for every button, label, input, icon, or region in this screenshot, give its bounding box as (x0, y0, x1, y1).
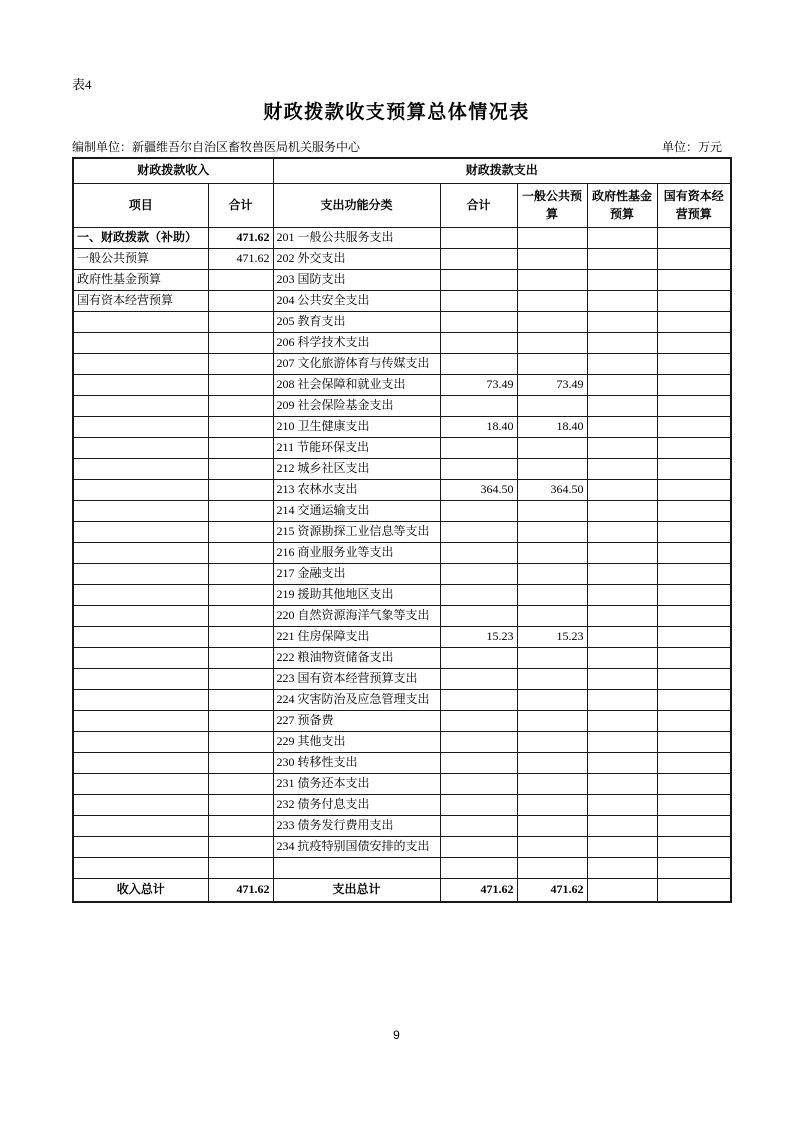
state-capital-budget-cell (657, 627, 731, 648)
general-public-budget-cell: 15.23 (517, 627, 587, 648)
income-total-cell (208, 417, 273, 438)
general-public-budget-cell (517, 501, 587, 522)
income-group-header: 财政拨款收入 (73, 158, 273, 184)
general-public-budget-cell (517, 669, 587, 690)
expenditure-total-value: 471.62 (440, 879, 517, 902)
state-capital-budget-cell (657, 354, 731, 375)
expenditure-total-cell (440, 270, 517, 291)
income-item-cell (73, 459, 208, 480)
expenditure-item-cell: 206 科学技术支出 (273, 333, 440, 354)
income-item-cell (73, 690, 208, 711)
expenditure-total-cell (440, 333, 517, 354)
table-row (73, 585, 731, 606)
government-fund-budget-cell (587, 627, 657, 648)
state-capital-budget-cell (657, 753, 731, 774)
expenditure-total-cell (440, 732, 517, 753)
state-capital-budget-cell (657, 816, 731, 837)
state-capital-budget-cell (657, 543, 731, 564)
table-row (73, 438, 731, 459)
expenditure-total-cell (440, 774, 517, 795)
expenditure-item-cell: 216 商业服务业等支出 (273, 543, 440, 564)
expenditure-total-cell (440, 396, 517, 417)
general-public-budget-cell (517, 648, 587, 669)
table-row (73, 375, 731, 396)
government-fund-budget-cell (587, 858, 657, 879)
income-item-cell (73, 543, 208, 564)
state-capital-budget-cell (657, 669, 731, 690)
income-item-cell (73, 858, 208, 879)
general-public-budget-cell: 364.50 (517, 480, 587, 501)
expenditure-item-cell: 222 粮油物资储备支出 (273, 648, 440, 669)
expenditure-total-cell (440, 837, 517, 858)
state-capital-budget-cell (657, 711, 731, 732)
income-item-cell (73, 396, 208, 417)
table-row (73, 627, 731, 648)
expenditure-group-header: 财政拨款支出 (273, 158, 731, 184)
column-header-row (73, 184, 731, 228)
expenditure-item-cell: 233 债务发行费用支出 (273, 816, 440, 837)
government-fund-budget-cell (587, 375, 657, 396)
income-item-cell (73, 438, 208, 459)
state-capital-budget-cell (657, 270, 731, 291)
expenditure-total-cell: 364.50 (440, 480, 517, 501)
general-public-budget-cell (517, 228, 587, 249)
government-fund-budget-cell (587, 354, 657, 375)
table-row (73, 606, 731, 627)
income-item-cell (73, 417, 208, 438)
expenditure-total-cell (440, 354, 517, 375)
table-row (73, 711, 731, 732)
government-fund-budget-cell (587, 564, 657, 585)
expenditure-item-cell: 221 住房保障支出 (273, 627, 440, 648)
general-public-budget-cell (517, 249, 587, 270)
general-public-budget-cell: 18.40 (517, 417, 587, 438)
income-total-cell (208, 396, 273, 417)
general-public-budget-cell (517, 459, 587, 480)
income-total-cell (208, 669, 273, 690)
table-row (73, 480, 731, 501)
government-fund-budget-cell (587, 816, 657, 837)
income-item-cell (73, 522, 208, 543)
expenditure-item-cell: 203 国防支出 (273, 270, 440, 291)
expenditure-item-cell: 224 灾害防治及应急管理支出 (273, 690, 440, 711)
state-capital-budget-cell (657, 417, 731, 438)
table-number-label: 表4 (72, 77, 92, 92)
income-total-cell (208, 585, 273, 606)
general-public-budget-cell (517, 333, 587, 354)
meta-row (72, 138, 722, 155)
general-public-budget-cell (517, 606, 587, 627)
state-capital-budget-cell (657, 606, 731, 627)
income-total-cell (208, 690, 273, 711)
government-fund-budget-cell (587, 795, 657, 816)
general-public-budget-cell (517, 816, 587, 837)
government-fund-budget-cell (587, 312, 657, 333)
expenditure-total-cell (440, 795, 517, 816)
income-item-cell (73, 333, 208, 354)
col-header-income-total: 合计 (208, 184, 273, 228)
expenditure-total-cell (440, 291, 517, 312)
expenditure-total-cell (440, 459, 517, 480)
government-fund-budget-cell (587, 774, 657, 795)
income-total-cell (208, 354, 273, 375)
budget-table (72, 157, 732, 903)
table-row (73, 732, 731, 753)
general-public-budget-cell (517, 753, 587, 774)
general-public-budget-cell (517, 711, 587, 732)
expenditure-total-cell (440, 648, 517, 669)
state-capital-budget-cell (657, 585, 731, 606)
col-header-function-class: 支出功能分类 (273, 184, 440, 228)
government-fund-budget-cell (587, 522, 657, 543)
expenditure-item-cell: 223 国有资本经营预算支出 (273, 669, 440, 690)
state-capital-budget-cell (657, 228, 731, 249)
income-item-cell (73, 816, 208, 837)
expenditure-item-cell: 210 卫生健康支出 (273, 417, 440, 438)
general-public-budget-cell (517, 291, 587, 312)
income-total-cell (208, 648, 273, 669)
state-capital-total-value (657, 879, 731, 902)
expenditure-item-cell: 212 城乡社区支出 (273, 459, 440, 480)
income-item-cell (73, 585, 208, 606)
state-capital-budget-cell (657, 396, 731, 417)
state-capital-budget-cell (657, 501, 731, 522)
expenditure-item-cell: 213 农林水支出 (273, 480, 440, 501)
table-row (73, 270, 731, 291)
income-item-cell (73, 564, 208, 585)
income-total-cell (208, 732, 273, 753)
table-row (73, 354, 731, 375)
expenditure-item-cell: 219 援助其他地区支出 (273, 585, 440, 606)
col-header-state-capital-budget: 国有资本经营预算 (657, 184, 731, 228)
state-capital-budget-cell (657, 690, 731, 711)
table-row (73, 648, 731, 669)
state-capital-budget-cell (657, 795, 731, 816)
expenditure-item-cell: 205 教育支出 (273, 312, 440, 333)
general-public-budget-cell (517, 522, 587, 543)
table-row (73, 312, 731, 333)
state-capital-budget-cell (657, 774, 731, 795)
expenditure-total-cell: 15.23 (440, 627, 517, 648)
income-item-cell: 一、财政拨款（补助） (73, 228, 208, 249)
income-total-cell (208, 795, 273, 816)
expenditure-total-cell (440, 501, 517, 522)
expenditure-item-cell: 220 自然资源海洋气象等支出 (273, 606, 440, 627)
expenditure-item-cell: 204 公共安全支出 (273, 291, 440, 312)
expenditure-total-cell (440, 753, 517, 774)
general-public-budget-cell (517, 438, 587, 459)
col-header-income-item: 项目 (73, 184, 208, 228)
income-total-cell (208, 627, 273, 648)
expenditure-total-cell (440, 606, 517, 627)
government-fund-budget-cell (587, 690, 657, 711)
col-header-expenditure-total: 合计 (440, 184, 517, 228)
government-fund-budget-cell (587, 438, 657, 459)
col-header-general-public-budget: 一般公共预算 (517, 184, 587, 228)
general-public-budget-cell (517, 354, 587, 375)
income-total-cell: 471.62 (208, 228, 273, 249)
expenditure-item-cell: 201 一般公共服务支出 (273, 228, 440, 249)
expenditure-total-cell (440, 690, 517, 711)
table-row (73, 795, 731, 816)
state-capital-budget-cell (657, 459, 731, 480)
state-capital-budget-cell (657, 249, 731, 270)
general-public-budget-cell (517, 774, 587, 795)
income-total-cell (208, 522, 273, 543)
general-public-budget-cell (517, 543, 587, 564)
income-total-cell (208, 753, 273, 774)
income-total-cell (208, 438, 273, 459)
state-capital-budget-cell (657, 732, 731, 753)
table-row (73, 501, 731, 522)
table-row (73, 417, 731, 438)
income-item-cell (73, 774, 208, 795)
government-fund-budget-cell (587, 333, 657, 354)
expenditure-total-cell: 73.49 (440, 375, 517, 396)
income-item-cell (73, 606, 208, 627)
government-fund-budget-cell (587, 249, 657, 270)
government-fund-total-value (587, 879, 657, 902)
income-total-cell (208, 564, 273, 585)
income-item-cell (73, 795, 208, 816)
table-row (73, 858, 731, 879)
income-total-cell (208, 501, 273, 522)
state-capital-budget-cell (657, 522, 731, 543)
expenditure-item-cell: 229 其他支出 (273, 732, 440, 753)
income-item-cell (73, 480, 208, 501)
income-total-cell (208, 480, 273, 501)
government-fund-budget-cell (587, 270, 657, 291)
government-fund-budget-cell (587, 753, 657, 774)
expenditure-total-cell (440, 543, 517, 564)
table-row (73, 333, 731, 354)
expenditure-item-cell: 230 转移性支出 (273, 753, 440, 774)
unit-label: 单位：万元 (661, 140, 722, 154)
income-total-cell (208, 270, 273, 291)
income-total-cell (208, 774, 273, 795)
page-number: 9 (393, 1028, 400, 1042)
government-fund-budget-cell (587, 480, 657, 501)
government-fund-budget-cell (587, 417, 657, 438)
income-total-cell (208, 375, 273, 396)
expenditure-item-cell: 211 节能环保支出 (273, 438, 440, 459)
expenditure-item-cell: 202 外交支出 (273, 249, 440, 270)
state-capital-budget-cell (657, 858, 731, 879)
income-total-cell (208, 837, 273, 858)
general-public-budget-cell (517, 795, 587, 816)
table-row (73, 459, 731, 480)
income-total-cell: 471.62 (208, 249, 273, 270)
general-public-budget-cell (517, 837, 587, 858)
expenditure-total-cell (440, 585, 517, 606)
government-fund-budget-cell (587, 606, 657, 627)
income-total-cell (208, 858, 273, 879)
government-fund-budget-cell (587, 837, 657, 858)
income-total-cell (208, 711, 273, 732)
expenditure-item-cell: 208 社会保障和就业支出 (273, 375, 440, 396)
expenditure-item-cell: 217 金融支出 (273, 564, 440, 585)
income-item-cell (73, 312, 208, 333)
income-total-cell (208, 543, 273, 564)
table-row (73, 249, 731, 270)
income-item-cell (73, 648, 208, 669)
income-total-cell (208, 333, 273, 354)
general-public-budget-cell (517, 312, 587, 333)
expenditure-total-cell (440, 522, 517, 543)
government-fund-budget-cell (587, 585, 657, 606)
income-item-cell (73, 753, 208, 774)
group-header-row (73, 158, 731, 184)
income-item-cell: 政府性基金预算 (73, 270, 208, 291)
government-fund-budget-cell (587, 396, 657, 417)
state-capital-budget-cell (657, 333, 731, 354)
expenditure-item-cell: 214 交通运输支出 (273, 501, 440, 522)
table-row (73, 291, 731, 312)
expenditure-total-cell (440, 858, 517, 879)
table-row (73, 228, 731, 249)
table-row (73, 753, 731, 774)
table-row (73, 690, 731, 711)
income-item-cell: 国有资本经营预算 (73, 291, 208, 312)
state-capital-budget-cell (657, 375, 731, 396)
government-fund-budget-cell (587, 228, 657, 249)
income-item-cell (73, 501, 208, 522)
income-total-cell (208, 291, 273, 312)
expenditure-item-cell: 234 抗疫特别国债安排的支出 (273, 837, 440, 858)
income-item-cell (73, 711, 208, 732)
government-fund-budget-cell (587, 669, 657, 690)
general-public-budget-cell (517, 858, 587, 879)
table-row (73, 669, 731, 690)
expenditure-item-cell: 207 文化旅游体育与传媒支出 (273, 354, 440, 375)
government-fund-budget-cell (587, 291, 657, 312)
income-item-cell (73, 732, 208, 753)
table-row (73, 816, 731, 837)
table-row (73, 837, 731, 858)
income-total-label: 收入总计 (73, 879, 208, 902)
state-capital-budget-cell (657, 480, 731, 501)
col-header-government-fund-budget: 政府性基金预算 (587, 184, 657, 228)
general-public-budget-cell (517, 270, 587, 291)
expenditure-item-cell: 209 社会保险基金支出 (273, 396, 440, 417)
prepared-by-label: 编制单位：新疆维吾尔自治区畜牧兽医局机关服务中心 (72, 140, 361, 154)
expenditure-item-cell: 227 预备费 (273, 711, 440, 732)
expenditure-item-cell (273, 858, 440, 879)
expenditure-total-cell (440, 438, 517, 459)
income-item-cell (73, 354, 208, 375)
income-item-cell (73, 627, 208, 648)
expenditure-total-cell (440, 249, 517, 270)
income-total-cell (208, 606, 273, 627)
general-public-budget-cell (517, 396, 587, 417)
page-title: 财政拨款收支预算总体情况表 (263, 102, 530, 123)
income-total-value: 471.62 (208, 879, 273, 902)
general-public-budget-cell (517, 690, 587, 711)
general-public-budget-cell (517, 564, 587, 585)
income-item-cell: 一般公共预算 (73, 249, 208, 270)
general-public-total-value: 471.62 (517, 879, 587, 902)
general-public-budget-cell (517, 732, 587, 753)
expenditure-total-cell (440, 564, 517, 585)
state-capital-budget-cell (657, 837, 731, 858)
expenditure-total-cell (440, 711, 517, 732)
income-total-cell (208, 312, 273, 333)
government-fund-budget-cell (587, 732, 657, 753)
income-item-cell (73, 669, 208, 690)
table-row (73, 543, 731, 564)
table-row (73, 522, 731, 543)
state-capital-budget-cell (657, 648, 731, 669)
expenditure-total-cell (440, 669, 517, 690)
expenditure-item-cell: 215 资源勘探工业信息等支出 (273, 522, 440, 543)
table-row (73, 774, 731, 795)
government-fund-budget-cell (587, 711, 657, 732)
table-row (73, 396, 731, 417)
state-capital-budget-cell (657, 438, 731, 459)
expenditure-total-cell (440, 228, 517, 249)
expenditure-total-cell: 18.40 (440, 417, 517, 438)
government-fund-budget-cell (587, 459, 657, 480)
expenditure-total-label: 支出总计 (273, 879, 440, 902)
expenditure-item-cell: 231 债务还本支出 (273, 774, 440, 795)
state-capital-budget-cell (657, 291, 731, 312)
expenditure-total-cell (440, 312, 517, 333)
totals-row (73, 879, 731, 902)
income-total-cell (208, 816, 273, 837)
income-item-cell (73, 375, 208, 396)
table-body (73, 228, 731, 879)
income-total-cell (208, 459, 273, 480)
general-public-budget-cell (517, 585, 587, 606)
expenditure-total-cell (440, 816, 517, 837)
government-fund-budget-cell (587, 648, 657, 669)
table-row (73, 564, 731, 585)
income-item-cell (73, 837, 208, 858)
state-capital-budget-cell (657, 312, 731, 333)
general-public-budget-cell: 73.49 (517, 375, 587, 396)
state-capital-budget-cell (657, 564, 731, 585)
government-fund-budget-cell (587, 543, 657, 564)
government-fund-budget-cell (587, 501, 657, 522)
expenditure-item-cell: 232 债务付息支出 (273, 795, 440, 816)
